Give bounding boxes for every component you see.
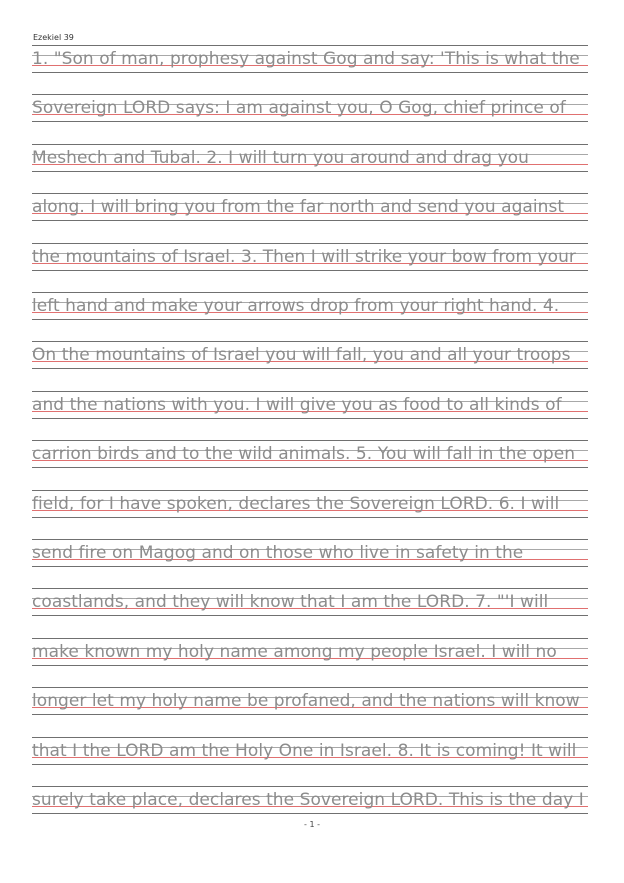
writing-line [32, 687, 588, 723]
writing-line [32, 243, 588, 279]
writing-line [32, 539, 588, 575]
trace-text: On the mountains of Israel you will fall, you and all your troops [32, 345, 571, 366]
writing-line [32, 45, 588, 81]
writing-line [32, 440, 588, 476]
trace-text: 1. "Son of man, prophesy against Gog and say: 'This is what the [32, 49, 580, 69]
trace-text: and the nations with you. I will give you as food to all kinds of [32, 394, 562, 415]
writing-line [32, 94, 588, 130]
trace-text: make known my holy name among my people Israel. I will no [32, 641, 557, 662]
trace-text: the mountains of Israel. 3. Then I will strike your bow from your [32, 246, 576, 267]
trace-text: Sovereign LORD says: I am against you, O Gog, chief prince of [32, 98, 566, 119]
writing-line [32, 391, 588, 427]
page-title: Ezekiel 39 [33, 33, 74, 42]
writing-line [32, 737, 588, 773]
trace-text: field, for I have spoken, declares the Sovereign LORD. 6. I will [32, 493, 560, 514]
trace-text: along. I will bring you from the far north and send you against [32, 197, 565, 218]
trace-text: that I the LORD am the Holy One in Israel. 8. It is coming! It will [32, 740, 577, 761]
trace-text: longer let my holy name be profaned, and the nations will know [32, 691, 580, 712]
trace-text: send fire on Magog and on those who live in safety in the [32, 543, 524, 563]
trace-text: coastlands, and they will know that I am the LORD. 7. "'I will [32, 592, 549, 613]
trace-text: surely take place, declares the Sovereign LORD. This is the day I [32, 790, 584, 810]
writing-line [32, 341, 588, 377]
writing-line [32, 144, 588, 180]
page-number: - 1 - [304, 820, 320, 829]
trace-text: left hand and make your arrows drop from your right hand. 4. [32, 296, 560, 316]
writing-line [32, 292, 588, 328]
trace-text: Meshech and Tubal. 2. I will turn you around and drag you [32, 147, 529, 168]
writing-line [32, 638, 588, 674]
writing-line [32, 588, 588, 624]
writing-line [32, 490, 588, 526]
writing-line [32, 193, 588, 229]
writing-line [32, 786, 588, 822]
trace-text: carrion birds and to the wild animals. 5. You will fall in the open [32, 444, 576, 465]
